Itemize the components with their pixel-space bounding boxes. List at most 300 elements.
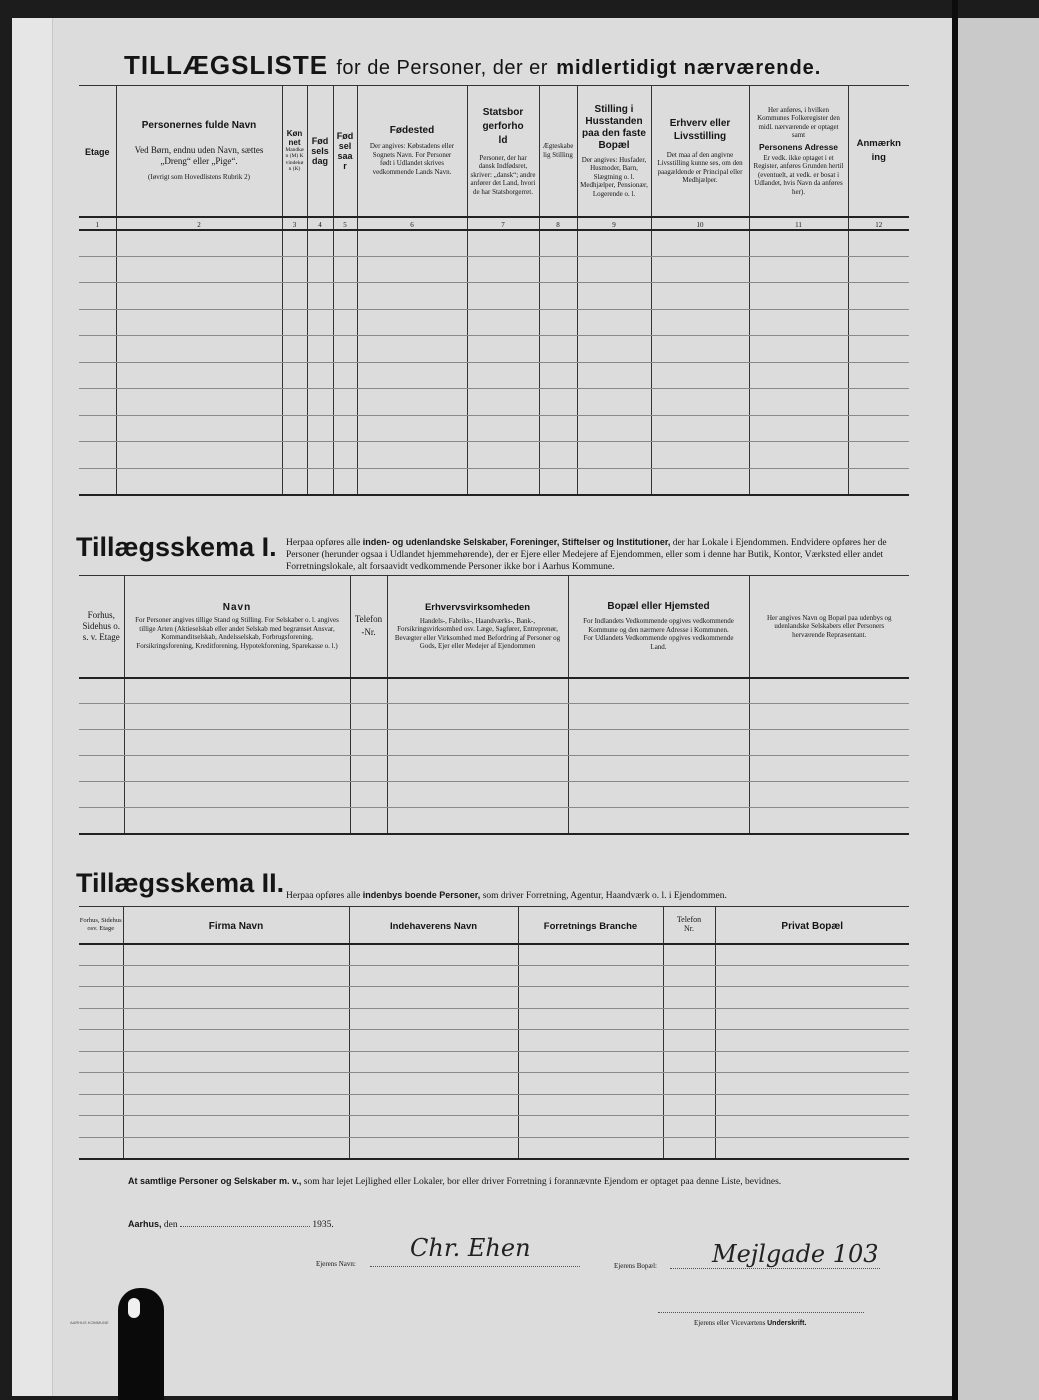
table-row xyxy=(79,730,909,756)
table-cell[interactable] xyxy=(387,704,568,730)
table-cell[interactable] xyxy=(577,309,651,336)
table-cell[interactable] xyxy=(333,389,357,416)
table-cell[interactable] xyxy=(350,704,387,730)
table-cell[interactable] xyxy=(333,442,357,469)
table-cell[interactable] xyxy=(116,389,282,416)
table-cell[interactable] xyxy=(307,442,333,469)
table-cell[interactable] xyxy=(663,965,715,987)
binding-edge xyxy=(12,18,53,1396)
table-cell[interactable] xyxy=(79,415,116,442)
table-cell[interactable] xyxy=(663,1073,715,1095)
table-cell[interactable] xyxy=(568,678,749,704)
table-cell[interactable] xyxy=(651,309,749,336)
table-cell[interactable] xyxy=(467,362,539,389)
table-row xyxy=(79,1008,909,1030)
table-cell[interactable] xyxy=(123,965,349,987)
table-cell[interactable] xyxy=(749,256,848,283)
table-cell[interactable] xyxy=(349,987,518,1009)
skema2-col-privat-bopael: Privat Bopæl xyxy=(715,907,909,944)
table-cell[interactable] xyxy=(333,468,357,495)
col-aegteskabelig: Ægteskabelig Stilling xyxy=(539,86,577,217)
table-row xyxy=(79,1073,909,1095)
col-stilling-husstand: Stilling i Husstanden paa den faste Bopæl Der angives: Husfader, Husmoder, Barn, Slægtning o. l. Medhjælper, Pensionær, Logerende o. l. xyxy=(577,86,651,217)
table-cell[interactable] xyxy=(518,1094,663,1116)
table-cell[interactable] xyxy=(651,362,749,389)
table-cell[interactable] xyxy=(116,309,282,336)
table-cell[interactable] xyxy=(749,362,848,389)
table-cell[interactable] xyxy=(349,1137,518,1159)
table-cell[interactable] xyxy=(848,442,909,469)
table-cell[interactable] xyxy=(467,442,539,469)
table-cell[interactable] xyxy=(282,362,307,389)
table-cell[interactable] xyxy=(749,336,848,363)
table-cell[interactable] xyxy=(715,1051,909,1073)
table-cell[interactable] xyxy=(116,230,282,257)
table-row xyxy=(79,1094,909,1116)
owner-name-label: Ejerens Navn: xyxy=(316,1260,356,1268)
table-cell[interactable] xyxy=(663,1094,715,1116)
table-cell[interactable] xyxy=(124,782,350,808)
table-cell[interactable] xyxy=(79,756,124,782)
date-line: Aarhus, den 1935. xyxy=(128,1219,334,1230)
table-cell[interactable] xyxy=(577,362,651,389)
table-cell[interactable] xyxy=(539,309,577,336)
table-cell[interactable] xyxy=(79,782,124,808)
table-cell[interactable] xyxy=(715,1030,909,1052)
table-cell[interactable] xyxy=(123,944,349,966)
table-row xyxy=(79,442,909,469)
table-cell[interactable] xyxy=(79,256,116,283)
table-cell[interactable] xyxy=(715,965,909,987)
table-cell[interactable] xyxy=(116,442,282,469)
skema1-col-bopael: Bopæl eller Hjemsted For Indlandets Vedkommende opgives vedkommende Kommune og den nærmere Adresse i Kommunen. For Udlandets Vedkommende opgives vedkommende Land. xyxy=(568,576,749,678)
owner-name-signature: Chr. Ehen xyxy=(410,1234,531,1262)
col-number: 8 xyxy=(539,217,577,230)
table-cell[interactable] xyxy=(663,1051,715,1073)
table-cell[interactable] xyxy=(349,1073,518,1095)
col-number: 6 xyxy=(357,217,467,230)
signature-line[interactable] xyxy=(658,1312,864,1313)
table-cell[interactable] xyxy=(651,442,749,469)
table-cell[interactable] xyxy=(123,1073,349,1095)
table-row xyxy=(79,782,909,808)
table-row xyxy=(79,283,909,310)
owner-address-label: Ejerens Bopæl: xyxy=(614,1262,657,1270)
table-cell[interactable] xyxy=(539,336,577,363)
table-row xyxy=(79,1137,909,1159)
table-cell[interactable] xyxy=(307,362,333,389)
skema2-col-branche: Forretnings Branche xyxy=(518,907,663,944)
skema1-title: Tillægsskema I. xyxy=(76,532,277,562)
table-cell[interactable] xyxy=(282,309,307,336)
table-cell[interactable] xyxy=(467,336,539,363)
table-cell[interactable] xyxy=(467,468,539,495)
skema1-col-repraesentant: Her angives Navn og Bopæl paa udenbys og udenlandske Selskabers eller Personers herværende Repræsentant. xyxy=(749,576,909,678)
main-title: TILLÆGSLISTE for de Personer, der er midlertidigt nærværende. xyxy=(124,50,822,80)
table-cell[interactable] xyxy=(333,230,357,257)
skema2-title: Tillægsskema II. xyxy=(76,868,285,898)
table-cell[interactable] xyxy=(539,230,577,257)
signature-caption: Ejerens eller Viceværtens Underskrift. xyxy=(694,1319,807,1327)
table-cell[interactable] xyxy=(350,678,387,704)
table-cell[interactable] xyxy=(467,309,539,336)
table-cell[interactable] xyxy=(749,415,848,442)
col-anmaerkning: Anmærkning xyxy=(848,86,909,217)
table-cell[interactable] xyxy=(123,987,349,1009)
table-cell[interactable] xyxy=(848,256,909,283)
table-cell[interactable] xyxy=(848,415,909,442)
table-cell[interactable] xyxy=(467,283,539,310)
table-cell[interactable] xyxy=(124,730,350,756)
table-cell[interactable] xyxy=(651,468,749,495)
table-cell[interactable] xyxy=(663,1137,715,1159)
table-cell[interactable] xyxy=(749,730,909,756)
table-cell[interactable] xyxy=(651,415,749,442)
table-cell[interactable] xyxy=(349,1008,518,1030)
table-cell[interactable] xyxy=(123,1030,349,1052)
table-cell[interactable] xyxy=(577,230,651,257)
table-cell[interactable] xyxy=(663,987,715,1009)
table-cell[interactable] xyxy=(848,283,909,310)
table-cell[interactable] xyxy=(651,256,749,283)
table-cell[interactable] xyxy=(568,704,749,730)
table-cell[interactable] xyxy=(79,1008,123,1030)
table-cell[interactable] xyxy=(79,362,116,389)
table-row xyxy=(79,965,909,987)
table-cell[interactable] xyxy=(349,1051,518,1073)
table-cell[interactable] xyxy=(749,230,848,257)
table-cell[interactable] xyxy=(123,1094,349,1116)
table-row xyxy=(79,336,909,363)
table-cell[interactable] xyxy=(349,1116,518,1138)
table-cell[interactable] xyxy=(116,415,282,442)
table-cell[interactable] xyxy=(568,756,749,782)
table-cell[interactable] xyxy=(307,230,333,257)
table-cell[interactable] xyxy=(848,362,909,389)
table-cell[interactable] xyxy=(349,965,518,987)
table-row xyxy=(79,309,909,336)
table-cell[interactable] xyxy=(518,1116,663,1138)
table-row xyxy=(79,678,909,704)
table-cell[interactable] xyxy=(749,468,848,495)
table-cell[interactable] xyxy=(282,389,307,416)
table-cell[interactable] xyxy=(848,230,909,257)
table-cell[interactable] xyxy=(79,230,116,257)
table-cell[interactable] xyxy=(387,678,568,704)
table-cell[interactable] xyxy=(577,389,651,416)
skema2-col-firma: Firma Navn xyxy=(123,907,349,944)
table-cell[interactable] xyxy=(116,283,282,310)
col-etage: Etage xyxy=(79,86,116,217)
table-cell[interactable] xyxy=(357,362,467,389)
table-cell[interactable] xyxy=(79,336,116,363)
table-cell[interactable] xyxy=(116,336,282,363)
col-foedselsaar: Fødselsaar xyxy=(333,86,357,217)
table-cell[interactable] xyxy=(467,415,539,442)
table-cell[interactable] xyxy=(387,782,568,808)
table-cell[interactable] xyxy=(79,1116,123,1138)
table-cell[interactable] xyxy=(715,987,909,1009)
table-cell[interactable] xyxy=(123,1116,349,1138)
table-cell[interactable] xyxy=(79,678,124,704)
table-row xyxy=(79,1116,909,1138)
table-cell[interactable] xyxy=(333,283,357,310)
table-cell[interactable] xyxy=(663,1116,715,1138)
table-cell[interactable] xyxy=(307,415,333,442)
table-cell[interactable] xyxy=(350,782,387,808)
certification-text: At samtlige Personer og Selskaber m. v., som har lejet Lejlighed eller Lokaler, bor eller driver Forretning i forannævnte Ejendom er optaget paa denne Liste, bevidnes. xyxy=(128,1176,782,1187)
col-erhverv: Erhverv eller Livsstilling Det maa af den angivne Livsstilling kunne ses, om den paagældende er Principal eller Medhjælper. xyxy=(651,86,749,217)
table-row xyxy=(79,389,909,416)
table-cell[interactable] xyxy=(467,389,539,416)
table-cell[interactable] xyxy=(123,1008,349,1030)
table-cell[interactable] xyxy=(350,756,387,782)
table-cell[interactable] xyxy=(467,256,539,283)
col-koennet: Kønnet Mandkøn (M) Kvindekøn (K) xyxy=(282,86,307,217)
table-cell[interactable] xyxy=(539,468,577,495)
table-cell[interactable] xyxy=(663,1030,715,1052)
table-cell[interactable] xyxy=(79,283,116,310)
table-cell[interactable] xyxy=(749,782,909,808)
table-cell[interactable] xyxy=(539,442,577,469)
table-cell[interactable] xyxy=(79,1051,123,1073)
table-cell[interactable] xyxy=(357,468,467,495)
col-number: 2 xyxy=(116,217,282,230)
date-field[interactable] xyxy=(180,1226,310,1227)
table-cell[interactable] xyxy=(123,1051,349,1073)
table-cell[interactable] xyxy=(357,283,467,310)
table-cell[interactable] xyxy=(387,730,568,756)
col-number: 5 xyxy=(333,217,357,230)
col-number: 7 xyxy=(467,217,539,230)
table-cell[interactable] xyxy=(518,1073,663,1095)
table-cell[interactable] xyxy=(79,704,124,730)
table-cell[interactable] xyxy=(79,987,123,1009)
table-cell[interactable] xyxy=(282,442,307,469)
table-cell[interactable] xyxy=(577,442,651,469)
table-cell[interactable] xyxy=(333,256,357,283)
table-cell[interactable] xyxy=(518,1051,663,1073)
table-cell[interactable] xyxy=(79,389,116,416)
table-cell[interactable] xyxy=(333,309,357,336)
table-cell[interactable] xyxy=(651,336,749,363)
table-cell[interactable] xyxy=(357,256,467,283)
table-cell[interactable] xyxy=(123,1137,349,1159)
table-row xyxy=(79,230,909,257)
table-cell[interactable] xyxy=(116,468,282,495)
table-cell[interactable] xyxy=(333,336,357,363)
table-cell[interactable] xyxy=(715,1008,909,1030)
table-cell[interactable] xyxy=(307,283,333,310)
skema1-col-erhverv: Erhvervsvirksomheden Handels-, Fabriks-, Haandværks-, Bank-, Forsikringsvirksomhed osv. Læge, Sagfører, Entreprenør, Bevægter eller Virksomhed med Befordring af Personer og Gods, Ejer eller Medejer af Ejendommen xyxy=(387,576,568,678)
table-cell[interactable] xyxy=(749,756,909,782)
table-cell[interactable] xyxy=(577,415,651,442)
table-cell[interactable] xyxy=(282,336,307,363)
table-cell[interactable] xyxy=(357,309,467,336)
table-cell[interactable] xyxy=(577,468,651,495)
table-cell[interactable] xyxy=(518,1008,663,1030)
skema2-col-indehaver: Indehaverens Navn xyxy=(349,907,518,944)
table-cell[interactable] xyxy=(577,283,651,310)
table-cell[interactable] xyxy=(79,1137,123,1159)
skema2-table xyxy=(79,906,909,1160)
table-cell[interactable] xyxy=(124,756,350,782)
table-cell[interactable] xyxy=(79,468,116,495)
table-cell[interactable] xyxy=(749,389,848,416)
col-number: 1 xyxy=(79,217,116,230)
table-cell[interactable] xyxy=(116,362,282,389)
archive-stamp: AARHUS KOMMUNE xyxy=(70,1320,109,1325)
table-cell[interactable] xyxy=(282,283,307,310)
table-cell[interactable] xyxy=(749,704,909,730)
table-cell[interactable] xyxy=(79,808,124,834)
table-cell[interactable] xyxy=(539,362,577,389)
table-cell[interactable] xyxy=(357,442,467,469)
table-cell[interactable] xyxy=(749,678,909,704)
table-row xyxy=(79,944,909,966)
table-row xyxy=(79,468,909,495)
col-statsborgerforhold: Statsborgerforhold Personer, der har dansk Indfødsret, skriver: „dansk“; andre anfører det Land, hvori de har Statsborgerret. xyxy=(467,86,539,217)
table-cell[interactable] xyxy=(577,256,651,283)
table-cell[interactable] xyxy=(79,309,116,336)
table-cell[interactable] xyxy=(715,1073,909,1095)
col-adresse: Her anføres, i hvilken Kommunes Folkeregister den midl. nærværende er optaget samt Personens Adresse Er vedk. ikke optaget i et Register, anføres Grunden hertil (eventuelt, at vedk. er bosat i Udlandet, hvis Navn da anføres her). xyxy=(749,86,848,217)
table-cell[interactable] xyxy=(124,704,350,730)
facing-page xyxy=(958,18,1039,1400)
owner-address-signature: Mejlgade 103 xyxy=(712,1240,879,1268)
table-cell[interactable] xyxy=(307,309,333,336)
table-cell[interactable] xyxy=(518,1137,663,1159)
table-cell[interactable] xyxy=(116,256,282,283)
skema2-col-telefon: Telefon Nr. xyxy=(663,907,715,944)
table-cell[interactable] xyxy=(124,678,350,704)
table-cell[interactable] xyxy=(663,1008,715,1030)
table-cell[interactable] xyxy=(568,782,749,808)
table-cell[interactable] xyxy=(79,944,123,966)
table-row xyxy=(79,415,909,442)
table-cell[interactable] xyxy=(568,808,749,834)
table-cell[interactable] xyxy=(357,389,467,416)
skema1-intro: Herpaa opføres alle inden- og udenlandske Selskaber, Foreninger, Stiftelser og Institutioner, der har Lokale i Ejendommen. Endvidere opføres her de Personer (herunder ogsaa i Udlandet hjemmehørende), der er Ejere eller Medejere af Ejendommen, eller som i denne har Butik, Kontor, Værksted eller andet Forretningslokale, alt forsaavidt vedkommende Personer ikke bor i Aarhus Kommune. xyxy=(286,537,887,572)
col-foedested: Fødested Der angives: Købstadens eller Sognets Navn. For Personer født i Udlandet skrives vedkommende Lands Navn. xyxy=(357,86,467,217)
table-row xyxy=(79,704,909,730)
table-cell[interactable] xyxy=(282,468,307,495)
table-cell[interactable] xyxy=(715,1137,909,1159)
col-navn: Personernes fulde Navn Ved Børn, endnu uden Navn, sættes „Dreng“ eller „Pige“. (Iøvrigt som Hovedlistens Rubrik 2) xyxy=(116,86,282,217)
skema1-table xyxy=(79,575,909,835)
table-row xyxy=(79,987,909,1009)
table-row xyxy=(79,808,909,834)
table-cell[interactable] xyxy=(350,808,387,834)
table-cell[interactable] xyxy=(349,1030,518,1052)
col-number: 12 xyxy=(848,217,909,230)
table-cell[interactable] xyxy=(848,389,909,416)
table-cell[interactable] xyxy=(749,283,848,310)
table-cell[interactable] xyxy=(79,965,123,987)
table-cell[interactable] xyxy=(749,309,848,336)
table-cell[interactable] xyxy=(350,730,387,756)
table-cell[interactable] xyxy=(357,415,467,442)
table-cell[interactable] xyxy=(651,230,749,257)
table-cell[interactable] xyxy=(651,283,749,310)
table-cell[interactable] xyxy=(79,730,124,756)
table-cell[interactable] xyxy=(715,1116,909,1138)
skema1-col-navn: Navn For Personer angives tillige Stand og Stilling. For Selskaber o. l. angives tillige Arten (Aktieselskab eller andet Selskab med begrænset Ansvar, Kommanditselskab, Andelsselskab, Forbrugsforening, Forsikringsforening, Kreditforening, Hypotekforening, Sparekasse o. l.) xyxy=(124,576,350,678)
table-cell[interactable] xyxy=(307,389,333,416)
col-number: 9 xyxy=(577,217,651,230)
table-cell[interactable] xyxy=(79,1030,123,1052)
table-cell[interactable] xyxy=(651,389,749,416)
col-number: 3 xyxy=(282,217,307,230)
table-cell[interactable] xyxy=(518,965,663,987)
table-cell[interactable] xyxy=(539,389,577,416)
table-cell[interactable] xyxy=(539,256,577,283)
col-foedselsdag: Fødselsdag xyxy=(307,86,333,217)
tillaegsliste-table xyxy=(79,85,909,496)
skema1-col-etage: Forhus, Sidehus o. s. v. Etage xyxy=(79,576,124,678)
table-row xyxy=(79,756,909,782)
table-cell[interactable] xyxy=(387,756,568,782)
skema2-intro: Herpaa opføres alle indenbys boende Personer, som driver Forretning, Agentur, Haandværk o. l. i Ejendommen. xyxy=(286,890,727,901)
table-cell[interactable] xyxy=(568,730,749,756)
table-cell[interactable] xyxy=(663,944,715,966)
table-cell[interactable] xyxy=(79,442,116,469)
table-cell[interactable] xyxy=(124,808,350,834)
table-cell[interactable] xyxy=(307,336,333,363)
table-cell[interactable] xyxy=(848,309,909,336)
table-cell[interactable] xyxy=(349,1094,518,1116)
table-cell[interactable] xyxy=(749,442,848,469)
table-row xyxy=(79,362,909,389)
table-cell[interactable] xyxy=(848,336,909,363)
binder-clip xyxy=(118,1288,164,1400)
table-cell[interactable] xyxy=(333,362,357,389)
skema2-col-etage: Forhus, Sidehus osv. Etage xyxy=(79,907,123,944)
table-cell[interactable] xyxy=(307,256,333,283)
table-cell[interactable] xyxy=(467,230,539,257)
table-cell[interactable] xyxy=(518,944,663,966)
table-cell[interactable] xyxy=(577,336,651,363)
table-row xyxy=(79,256,909,283)
table-cell[interactable] xyxy=(282,415,307,442)
table-cell[interactable] xyxy=(387,808,568,834)
table-cell[interactable] xyxy=(357,336,467,363)
col-number: 10 xyxy=(651,217,749,230)
table-cell[interactable] xyxy=(518,1030,663,1052)
table-cell[interactable] xyxy=(357,230,467,257)
table-cell[interactable] xyxy=(715,944,909,966)
table-cell[interactable] xyxy=(349,944,518,966)
table-cell[interactable] xyxy=(307,468,333,495)
table-cell[interactable] xyxy=(79,1073,123,1095)
table-cell[interactable] xyxy=(333,415,357,442)
table-row xyxy=(79,1051,909,1073)
col-number: 11 xyxy=(749,217,848,230)
col-number: 4 xyxy=(307,217,333,230)
table-cell[interactable] xyxy=(282,230,307,257)
table-cell[interactable] xyxy=(715,1094,909,1116)
owner-address-field[interactable] xyxy=(670,1268,880,1269)
owner-name-field[interactable] xyxy=(370,1266,580,1267)
table-cell[interactable] xyxy=(539,283,577,310)
table-cell[interactable] xyxy=(518,987,663,1009)
table-cell[interactable] xyxy=(79,1094,123,1116)
table-cell[interactable] xyxy=(282,256,307,283)
table-cell[interactable] xyxy=(749,808,909,834)
table-cell[interactable] xyxy=(539,415,577,442)
skema1-col-telefon: Telefon-Nr. xyxy=(350,576,387,678)
table-cell[interactable] xyxy=(848,468,909,495)
